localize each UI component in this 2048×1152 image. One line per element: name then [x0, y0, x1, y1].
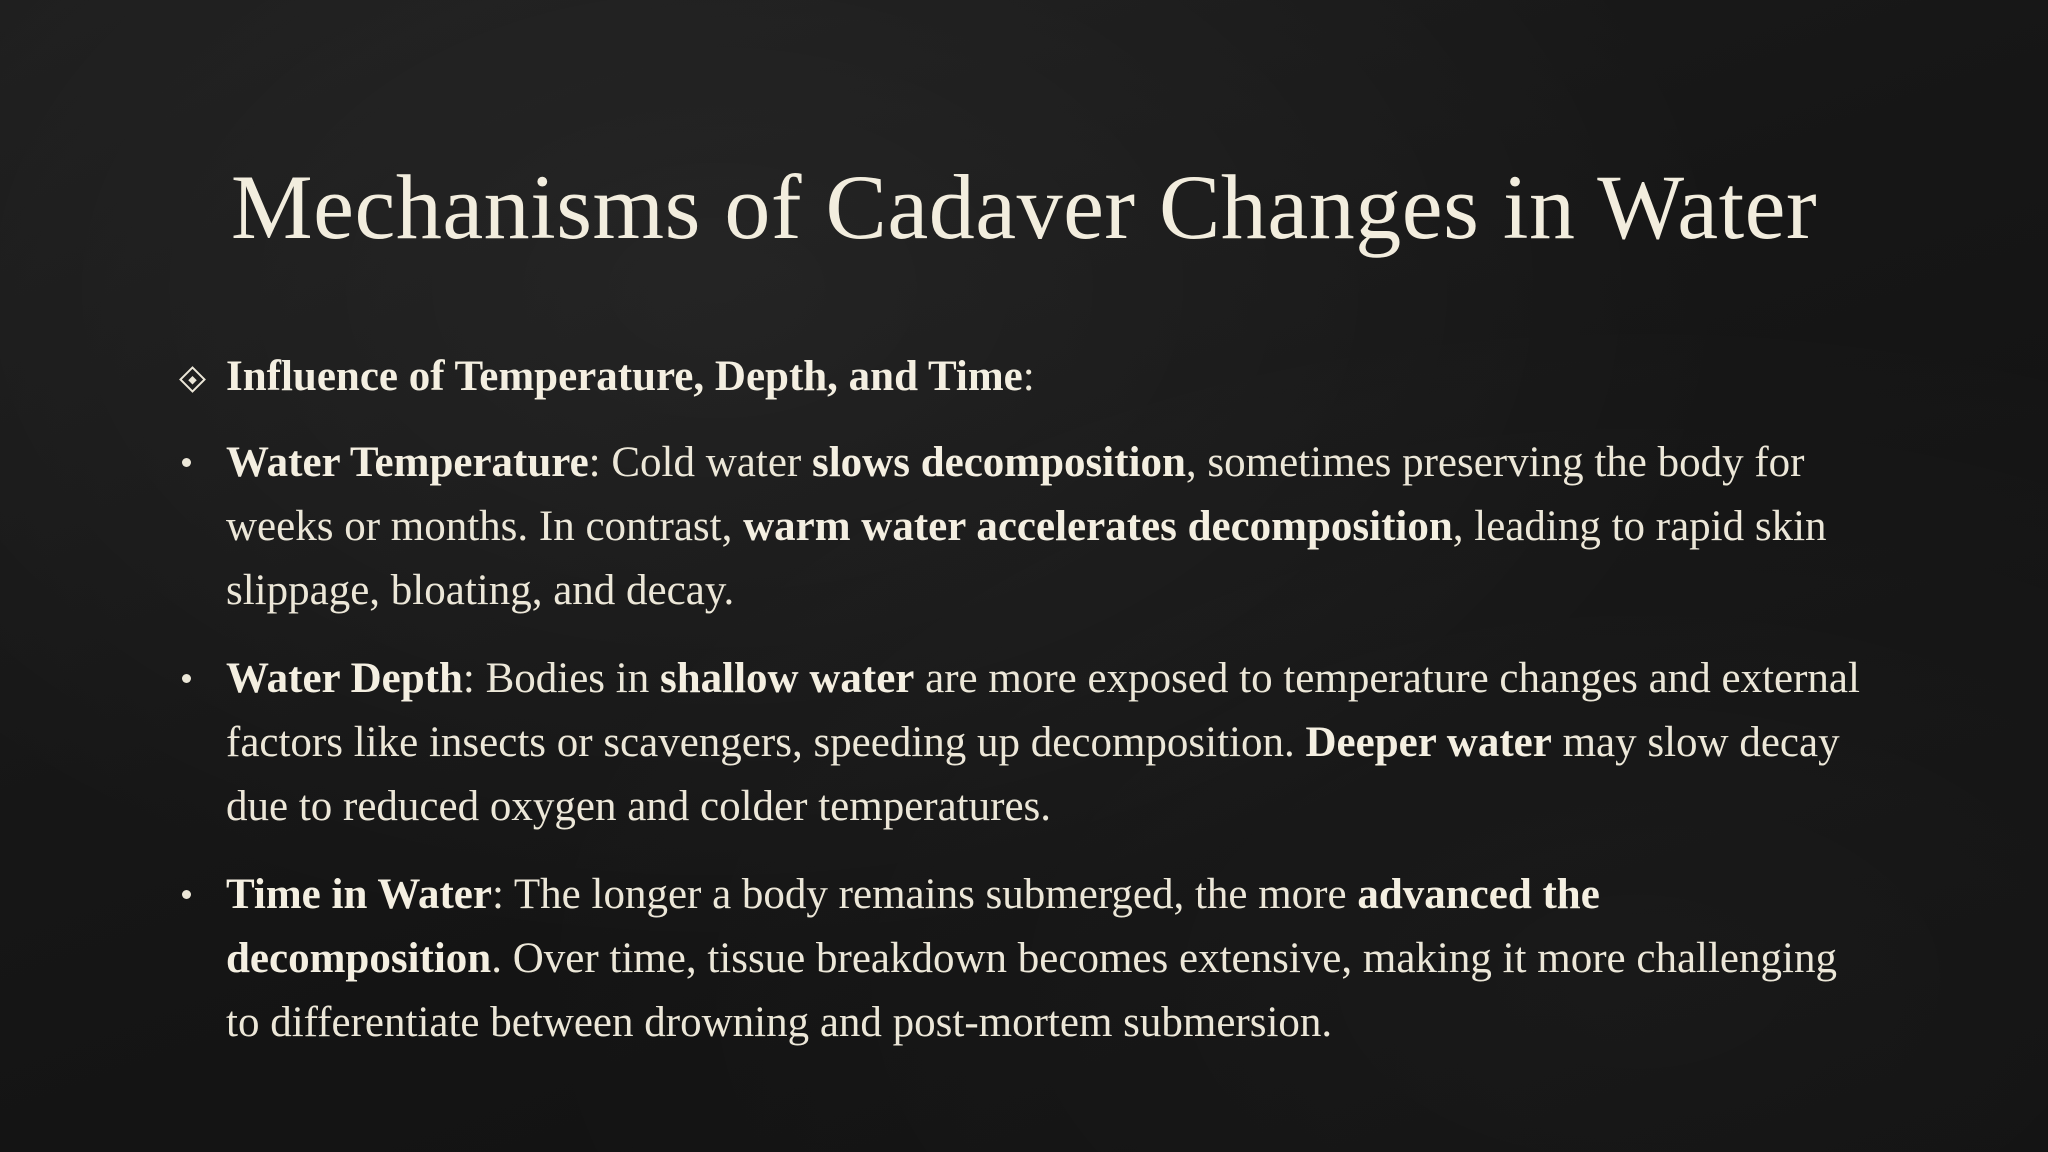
- bullet-label: Water Depth: [226, 655, 463, 702]
- bullet-emphasis: slows decomposition: [812, 439, 1186, 486]
- bullet-label: Water Temperature: [226, 439, 589, 486]
- bullet-text: . Over time, tissue breakdown becomes extensive, making it more challenging to differentiate between drowning and post-mortem submersion.: [226, 935, 1837, 1046]
- section-heading-text: Influence of Temperature, Depth, and Time: [226, 353, 1023, 400]
- bullet-text: , sometimes preserving the body for weeks or months. In contrast,: [226, 439, 1805, 550]
- bullet-text: Bodies in: [485, 655, 660, 702]
- bullet-water-temperature: [178, 431, 1878, 623]
- bullet-time-in-water: [178, 863, 1878, 1055]
- bullet-emphasis: Deeper water: [1305, 719, 1552, 766]
- bullet-text: may slow decay due to reduced oxygen and colder temperatures.: [226, 719, 1840, 830]
- bullet-emphasis: shallow water: [660, 655, 915, 702]
- bullet-emphasis: advanced the decomposition: [226, 871, 1600, 982]
- bullet-text: Cold water: [611, 439, 812, 486]
- bullet-colon: :: [588, 439, 612, 486]
- bullet-colon: :: [462, 655, 486, 702]
- bullet-icon: [178, 647, 214, 711]
- bullet-text: are more exposed to temperature changes and external factors like insects or scavengers, speeding up decomposition.: [226, 655, 1860, 766]
- bullet-label: Time in Water: [226, 871, 492, 918]
- bullet-text: , leading to rapid skin slippage, bloating, and decay.: [226, 503, 1827, 614]
- bullet-icon: [178, 431, 214, 495]
- slide-title: Mechanisms of Cadaver Changes in Water: [230, 156, 1818, 258]
- bullet-icon: [178, 863, 214, 927]
- bullet-text: The longer a body remains submerged, the more: [513, 871, 1358, 918]
- slide-content: [178, 345, 1878, 1079]
- bullet-colon: :: [491, 871, 514, 918]
- bullet-emphasis: warm water accelerates decomposition: [743, 503, 1453, 550]
- bullet-water-depth: [178, 647, 1878, 839]
- section-heading-colon: :: [1022, 353, 1035, 400]
- diamond-bullet-icon: [178, 345, 214, 409]
- section-heading: [178, 345, 1878, 409]
